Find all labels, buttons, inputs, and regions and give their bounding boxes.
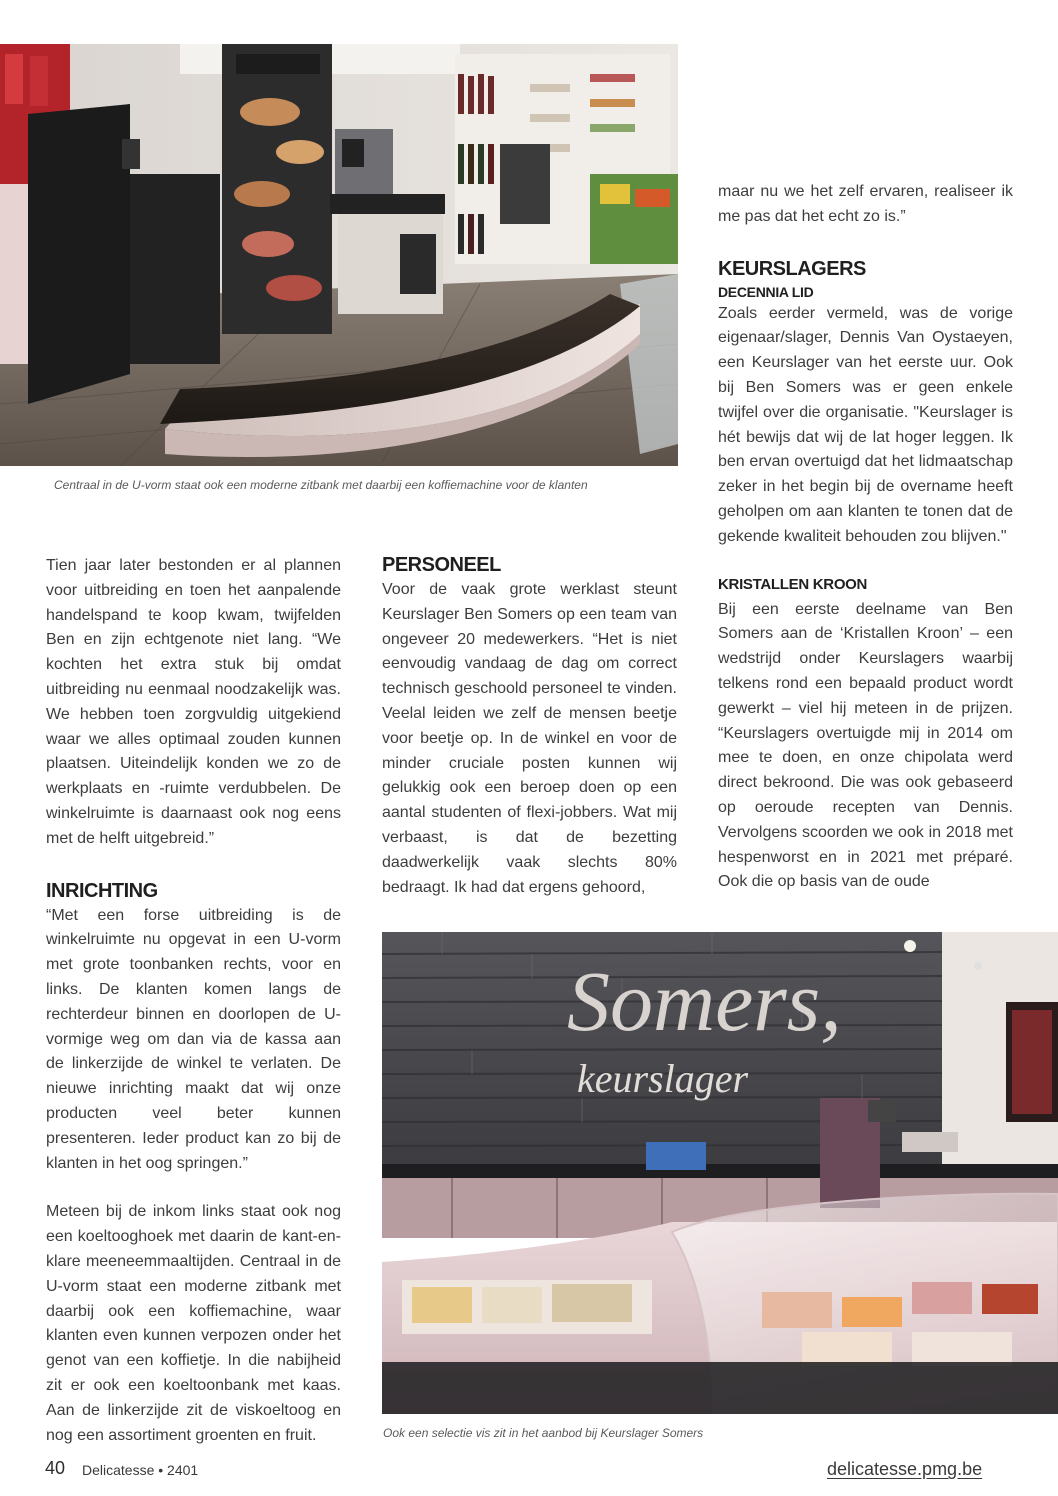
photo-shop-interior [0,44,678,466]
paragraph: Voor de vaak grote werklast steunt Keurslager Ben Somers op een team van ongeveer 20 medewerkers. “Het is niet eenvoudig vandaag de dag om correct technisch geschoold personeel te vinden. Veelal leiden we zelf de mensen beetje voor beetje op. In de winkel en voor de minder cruciale posten kunnen wij gelukkig ook een beroep doen op een aantal studenten of flexi-jobbers. Wat mij verbaast, is dat de bezetting daadwerkelijk vaak slechts 80% bedraagt. Ik had dat ergens gehoord, [382,581,677,896]
magazine-issue: Delicatesse • 2401 [82,1462,199,1478]
paragraph: Meteen bij de inkom links staat ook nog een koeltooghoek met daarin de kant-en-klare meeneemmaaltijden. Centraal in de U-vorm staat een moderne zitbank met daarbij ook een koffiemachine, waar klanten even kunnen verpozen onder het genot van een koffietje. In die nabijheid zit er ook een koeltoonbank met kaas. Aan de linkerzijde zit de viskoeltoog en nog een assortiment groenten en fruit. [46,1203,341,1444]
shop-interior-illustration [0,44,678,466]
paragraph: “Met een forse uitbreiding is de winkelruimte nu opgevat in een U-vorm met grote toonbanken rechts, voor en links. De klanten komen langs de rechterdeur binnen en doorlopen de U-vormige weg om dan via de kassa aan de linkerzijde de winkel te verlaten. De nieuwe inrichting maakt dat wij onze producten veel beter kunnen presenteren. Ieder product kan zo bij de klanten in het oog springen.” [46,906,341,1172]
sign-somers: Somers, [567,953,842,1049]
top-photo-caption: Centraal in de U-vorm staat ook een moderne zitbank met daarbij een koffiemachine voor de klanten [54,478,588,492]
heading-kristallen-kroon: KRISTALLEN KROON [718,575,868,593]
paragraph: Tien jaar later bestonden er al plannen voor uitbreiding en toen het aanpalende handelspand te koop kwam, twijfelden Ben en zijn echtgenote niet lang. “We kochten het extra stuk bij omdat uitbreiding nu eenmaal noodzakelijk was. We hebben toen zorgvuldig uitgekiend waar we alles optimaal zouden kunnen plaatsen. Uiteindelijk konden we zo de werkplaats en -ruimte verdubbelen. De winkelruimte is daarnaast ook nog eens met de helft uitgebreid.” [46,557,341,847]
page-number: 40 [45,1458,66,1478]
paragraph: maar nu we het zelf ervaren, realiseer ik me pas dat het echt zo is.” [718,183,1013,225]
sign-keurslager: keurslager [577,1056,749,1101]
column-right [718,180,1013,895]
column-middle [382,552,677,900]
photo-somers-counter [382,932,1058,1414]
heading-keurslagers: KEURSLAGERS [718,257,866,280]
heading-inrichting: INRICHTING [46,879,158,902]
heading-personeel: PERSONEEL [382,554,501,576]
bottom-photo-caption: Ook een selectie vis zit in het aanbod bij Keurslager Somers [383,1426,704,1440]
paragraph: Zoals eerder vermeld, was de vorige eigenaar/slager, Dennis Van Oystaeyen, een Keurslager van het eerste uur. Ook bij Ben Somers was er geen enkele twijfel over die organisatie. "Keurslager is hét bewijs dat wij de lat hoger leggen. Ik ben ervan overtuigd dat het lidmaatschap zeker in het begin bij de overname heeft geholpen om aan klanten te tonen dat de gekende kwaliteit behouden zou blijven." [718,304,1013,545]
subheading-decennia-lid: DECENNIA LID [718,283,814,300]
website-link[interactable]: delicatesse.pmg.be [827,1459,983,1479]
column-left [46,554,341,1448]
paragraph: Bij een eerste deelname van Ben Somers aan de ‘Kristallen Kroon’ – een wedstrijd onder Keurslagers waarbij telkens rond een bepaald product wordt gewerkt – viel hij meteen in de prijzen. “Keurslagers overtuigde mij in 2014 om mee te doen, en onze chipolata werd direct bekroond. Die was ook gebaseerd op oeroude recepten van Dennis. Vervolgens scoorden we ook in 2018 met hespenworst en in 2021 met préparé. Ook die op basis van de oude [718,600,1013,891]
counter-illustration [382,932,1058,1414]
